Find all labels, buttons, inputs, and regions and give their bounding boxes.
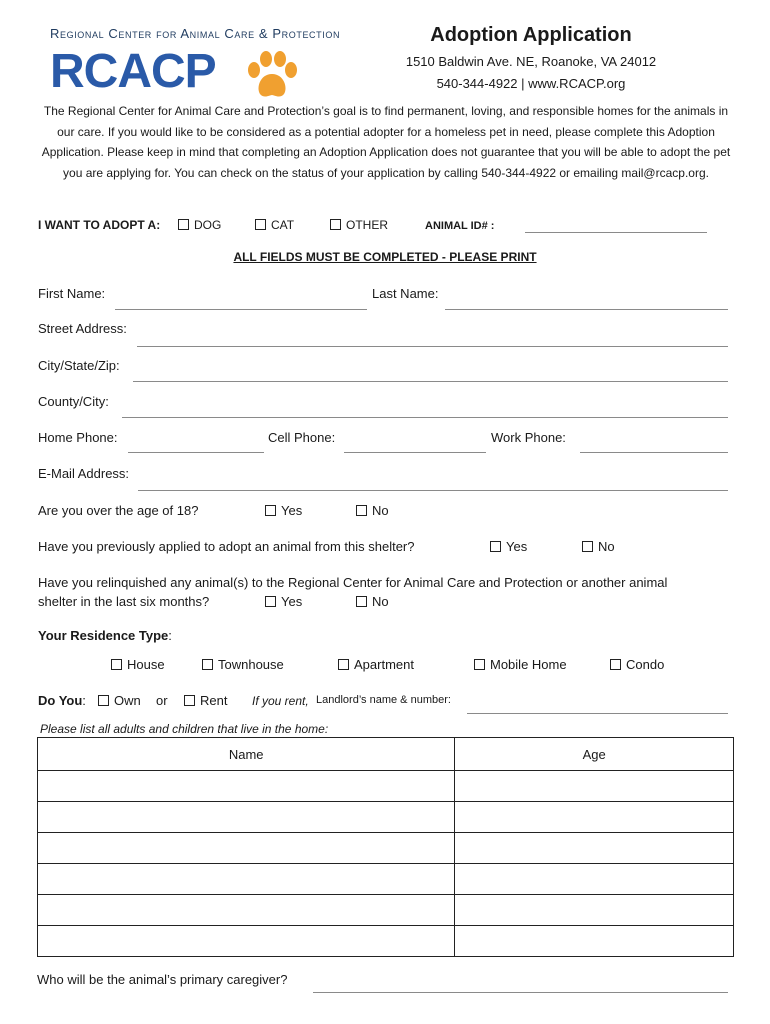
table-row — [38, 802, 734, 833]
county-label: County/City: — [38, 394, 109, 409]
residence-label-text: Your Residence Type — [38, 628, 169, 643]
rent-option[interactable] — [184, 693, 227, 708]
home-phone-label: Home Phone: — [38, 430, 118, 445]
residence-colon: : — [168, 628, 172, 643]
yes-label: Yes — [281, 503, 303, 518]
notice: ALL FIELDS MUST BE COMPLETED - PLEASE PRINT — [233, 250, 537, 264]
no-label: No — [598, 539, 615, 554]
yes-label: Yes — [281, 594, 303, 609]
home-phone-field[interactable] — [128, 452, 264, 453]
caregiver-field[interactable] — [313, 992, 728, 993]
intro-text: The Regional Center for Animal Care and Protection’s goal is to find permanent, loving, and responsible homes for the animals in our care. If you would like to be considered as a potential adopter for a homeless pet in need, please complete this Adoption Application. Please keep in mind that completing an Adoption Application does not guarantee that you will be able to adopt the pet you are applying for. You can check on the status of your application by calling 540-344-4922 or emailing mail@rcacp.org. — [41, 104, 731, 180]
last-name-field[interactable] — [445, 309, 728, 310]
residence-house[interactable] — [111, 657, 165, 672]
email-field[interactable] — [138, 490, 728, 491]
relinquished-question-cont: shelter in the last six months? — [38, 594, 210, 609]
last-name-label: Last Name: — [372, 286, 439, 301]
first-name-field[interactable] — [115, 309, 367, 310]
or-text: or — [156, 693, 168, 708]
residence-option-label: Townhouse — [218, 657, 284, 672]
address: 1510 Baldwin Ave. NE, Roanoke, VA 24012 — [405, 54, 657, 69]
col-header-age: Age — [455, 738, 734, 771]
city-state-zip-label: City/State/Zip: — [38, 358, 120, 373]
city-state-zip-field[interactable] — [133, 381, 728, 382]
org-full-name: Regional Center for Animal Care & Protection — [50, 26, 341, 41]
do-you-label — [38, 693, 86, 708]
do-you-text: Do You — [38, 693, 83, 708]
name-cell[interactable] — [38, 833, 455, 864]
cell-phone-label: Cell Phone: — [268, 430, 336, 445]
checkbox-icon — [356, 596, 367, 607]
first-name-label: First Name: — [38, 286, 106, 301]
adopt-label: I WANT TO ADOPT A: — [38, 218, 161, 232]
county-field[interactable] — [122, 417, 728, 418]
work-phone-field[interactable] — [580, 452, 728, 453]
email-label: E-Mail Address: — [38, 466, 130, 481]
adopt-option-cat[interactable] — [255, 218, 294, 232]
checkbox-icon — [356, 505, 367, 516]
table-header-row — [38, 738, 734, 771]
table-row — [38, 833, 734, 864]
logo: RCACP — [50, 45, 216, 98]
checkbox-icon — [255, 219, 266, 230]
age-cell[interactable] — [455, 864, 734, 895]
residence-option-label: Mobile Home — [490, 657, 567, 672]
adopt-option-dog[interactable] — [178, 218, 221, 232]
household-instruction: Please list all adults and children that live in the home: — [40, 722, 329, 736]
residence-townhouse[interactable] — [202, 657, 284, 672]
applied-before-question: Have you previously applied to adopt an animal from this shelter? — [38, 539, 415, 554]
landlord-field[interactable] — [467, 713, 728, 714]
residence-mobile-home[interactable] — [474, 657, 567, 672]
cell-phone-field[interactable] — [344, 452, 486, 453]
table-row — [38, 926, 734, 957]
checkbox-icon — [265, 505, 276, 516]
rent-label: Rent — [200, 693, 228, 708]
col-header-name: Name — [38, 738, 455, 771]
checkbox-icon — [330, 219, 341, 230]
household-table — [37, 737, 734, 957]
street-label: Street Address: — [38, 321, 127, 336]
page-title: Adoption Application — [430, 24, 632, 46]
relinquished-no[interactable] — [356, 594, 389, 609]
checkbox-icon — [184, 695, 195, 706]
checkbox-icon — [111, 659, 122, 670]
checkbox-icon — [582, 541, 593, 552]
street-field[interactable] — [137, 346, 728, 347]
name-cell[interactable] — [38, 771, 455, 802]
phone-web: 540-344-4922 | www.RCACP.org — [436, 76, 626, 91]
no-label: No — [372, 594, 389, 609]
yes-label: Yes — [506, 539, 528, 554]
applied-before-no[interactable] — [582, 539, 615, 554]
age-cell[interactable] — [455, 895, 734, 926]
table-row — [38, 895, 734, 926]
residence-label — [38, 628, 172, 643]
residence-option-label: Condo — [626, 657, 665, 672]
checkbox-icon — [202, 659, 213, 670]
table-row — [38, 771, 734, 802]
checkbox-icon — [610, 659, 621, 670]
adopt-option-other[interactable] — [330, 218, 388, 232]
animal-id-field[interactable] — [525, 232, 707, 233]
over-18-question: Are you over the age of 18? — [38, 503, 199, 518]
adopt-option-label: DOG — [194, 218, 222, 232]
table-row — [38, 864, 734, 895]
applied-before-yes[interactable] — [490, 539, 527, 554]
name-cell[interactable] — [38, 926, 455, 957]
relinquished-question: Have you relinquished any animal(s) to the Regional Center for Animal Care and Protection or another animal — [38, 575, 668, 590]
age-cell[interactable] — [455, 926, 734, 957]
if-rent-text: If you rent, — [252, 694, 309, 708]
adopt-option-label: OTHER — [346, 218, 388, 232]
checkbox-icon — [474, 659, 485, 670]
own-label: Own — [114, 693, 141, 708]
animal-id-label: ANIMAL ID# : — [425, 220, 495, 232]
paw-icon — [244, 50, 300, 100]
checkbox-icon — [98, 695, 109, 706]
do-you-colon: : — [82, 693, 86, 708]
checkbox-icon — [490, 541, 501, 552]
age-cell[interactable] — [455, 771, 734, 802]
residence-option-label: House — [127, 657, 165, 672]
landlord-label: Landlord’s name & number: — [316, 694, 451, 706]
residence-apartment[interactable] — [338, 657, 414, 672]
checkbox-icon — [265, 596, 276, 607]
work-phone-label: Work Phone: — [491, 430, 566, 445]
name-cell[interactable] — [38, 895, 455, 926]
over-18-no[interactable] — [356, 503, 389, 518]
over-18-yes[interactable] — [265, 503, 302, 518]
adopt-option-label: CAT — [271, 218, 295, 232]
name-cell[interactable] — [38, 864, 455, 895]
age-cell[interactable] — [455, 802, 734, 833]
age-cell[interactable] — [455, 833, 734, 864]
checkbox-icon — [178, 219, 189, 230]
caregiver-question: Who will be the animal’s primary caregiver? — [37, 972, 288, 987]
no-label: No — [372, 503, 389, 518]
checkbox-icon — [338, 659, 349, 670]
own-option[interactable] — [98, 693, 141, 708]
residence-option-label: Apartment — [354, 657, 414, 672]
name-cell[interactable] — [38, 802, 455, 833]
relinquished-yes[interactable] — [265, 594, 302, 609]
residence-condo[interactable] — [610, 657, 664, 672]
